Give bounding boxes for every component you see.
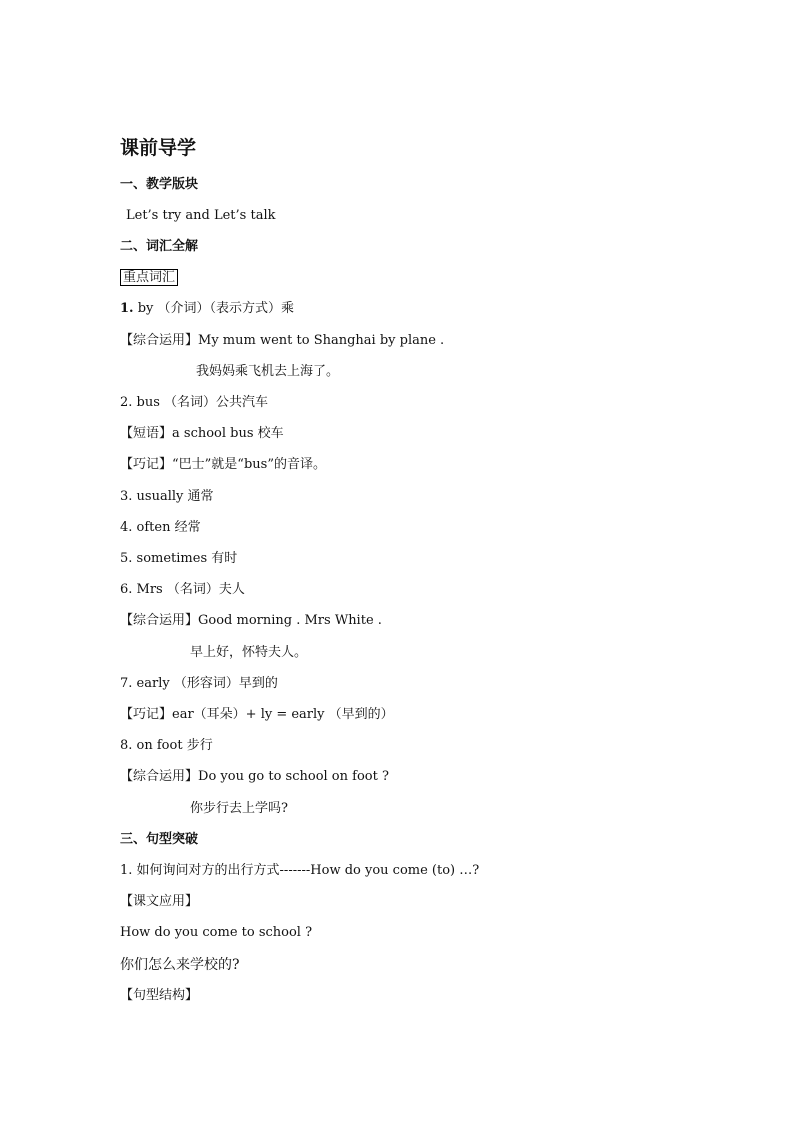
usage-example: Good morning . Mrs White . bbox=[198, 613, 382, 628]
usage-label: 【综合运用】 bbox=[120, 613, 199, 628]
phrase-text: a school bus 校车 bbox=[172, 426, 284, 441]
memo-label: 【巧记】 bbox=[120, 707, 173, 722]
usage-translation-by: 我妈妈乘飞机去上海了。 bbox=[196, 364, 340, 379]
vocab-item-mrs: 6. Mrs （名词）夫人 bbox=[120, 582, 245, 597]
vocab-number: 1. bbox=[120, 301, 134, 316]
usage-example: Do you go to school on foot ? bbox=[198, 769, 389, 784]
usage-label: 【综合运用】 bbox=[120, 333, 199, 348]
key-vocabulary-label: 重点词汇 bbox=[120, 269, 178, 286]
usage-translation-on-foot: 你步行去上学吗? bbox=[190, 801, 288, 816]
vocab-text: by （介词）（表示方式）乘 bbox=[137, 301, 295, 316]
page-title: 课前导学 bbox=[120, 137, 197, 159]
section-heading-vocabulary: 二、词汇全解 bbox=[120, 239, 199, 254]
section-heading-sentences: 三、句型突破 bbox=[120, 832, 199, 847]
usage-on-foot bbox=[120, 768, 389, 786]
vocab-item-sometimes: 5. sometimes 有时 bbox=[120, 551, 238, 566]
memo-bus bbox=[120, 456, 326, 474]
memo-text: ear（耳朵）+ ly = early （早到的） bbox=[172, 707, 394, 722]
text-example: How do you come to school ? bbox=[120, 925, 313, 940]
sentence-structure-label: 【句型结构】 bbox=[120, 988, 199, 1003]
vocab-item-on-foot: 8. on foot 步行 bbox=[120, 738, 213, 753]
vocab-item-usually: 3. usually 通常 bbox=[120, 489, 214, 504]
memo-text: “巴士”就是“bus”的音译。 bbox=[172, 457, 326, 472]
usage-mrs bbox=[120, 612, 382, 630]
phrase-bus bbox=[120, 425, 284, 443]
usage-label: 【综合运用】 bbox=[120, 769, 199, 784]
key-vocabulary-box bbox=[120, 269, 178, 287]
memo-label: 【巧记】 bbox=[120, 457, 173, 472]
vocab-item-bus: 2. bus （名词）公共汽车 bbox=[120, 395, 269, 410]
section-heading-teaching: 一、教学版块 bbox=[120, 177, 199, 192]
usage-by bbox=[120, 332, 444, 350]
sentence-pattern-1: 1. 如何询问对方的出行方式-------How do you come (to) …? bbox=[120, 863, 480, 878]
memo-early bbox=[120, 706, 394, 724]
vocab-item-by bbox=[120, 300, 294, 318]
text-application-label: 【课文应用】 bbox=[120, 894, 199, 909]
vocab-item-often: 4. often 经常 bbox=[120, 520, 201, 535]
phrase-label: 【短语】 bbox=[120, 426, 173, 441]
vocab-item-early: 7. early （形容词）早到的 bbox=[120, 676, 278, 691]
usage-translation-mrs: 早上好，怀特夫人。 bbox=[190, 645, 308, 660]
text-translation: 你们怎么来学校的? bbox=[120, 957, 240, 973]
lesson-content: Let’s try and Let’s talk bbox=[126, 208, 276, 223]
usage-example: My mum went to Shanghai by plane . bbox=[198, 333, 445, 348]
